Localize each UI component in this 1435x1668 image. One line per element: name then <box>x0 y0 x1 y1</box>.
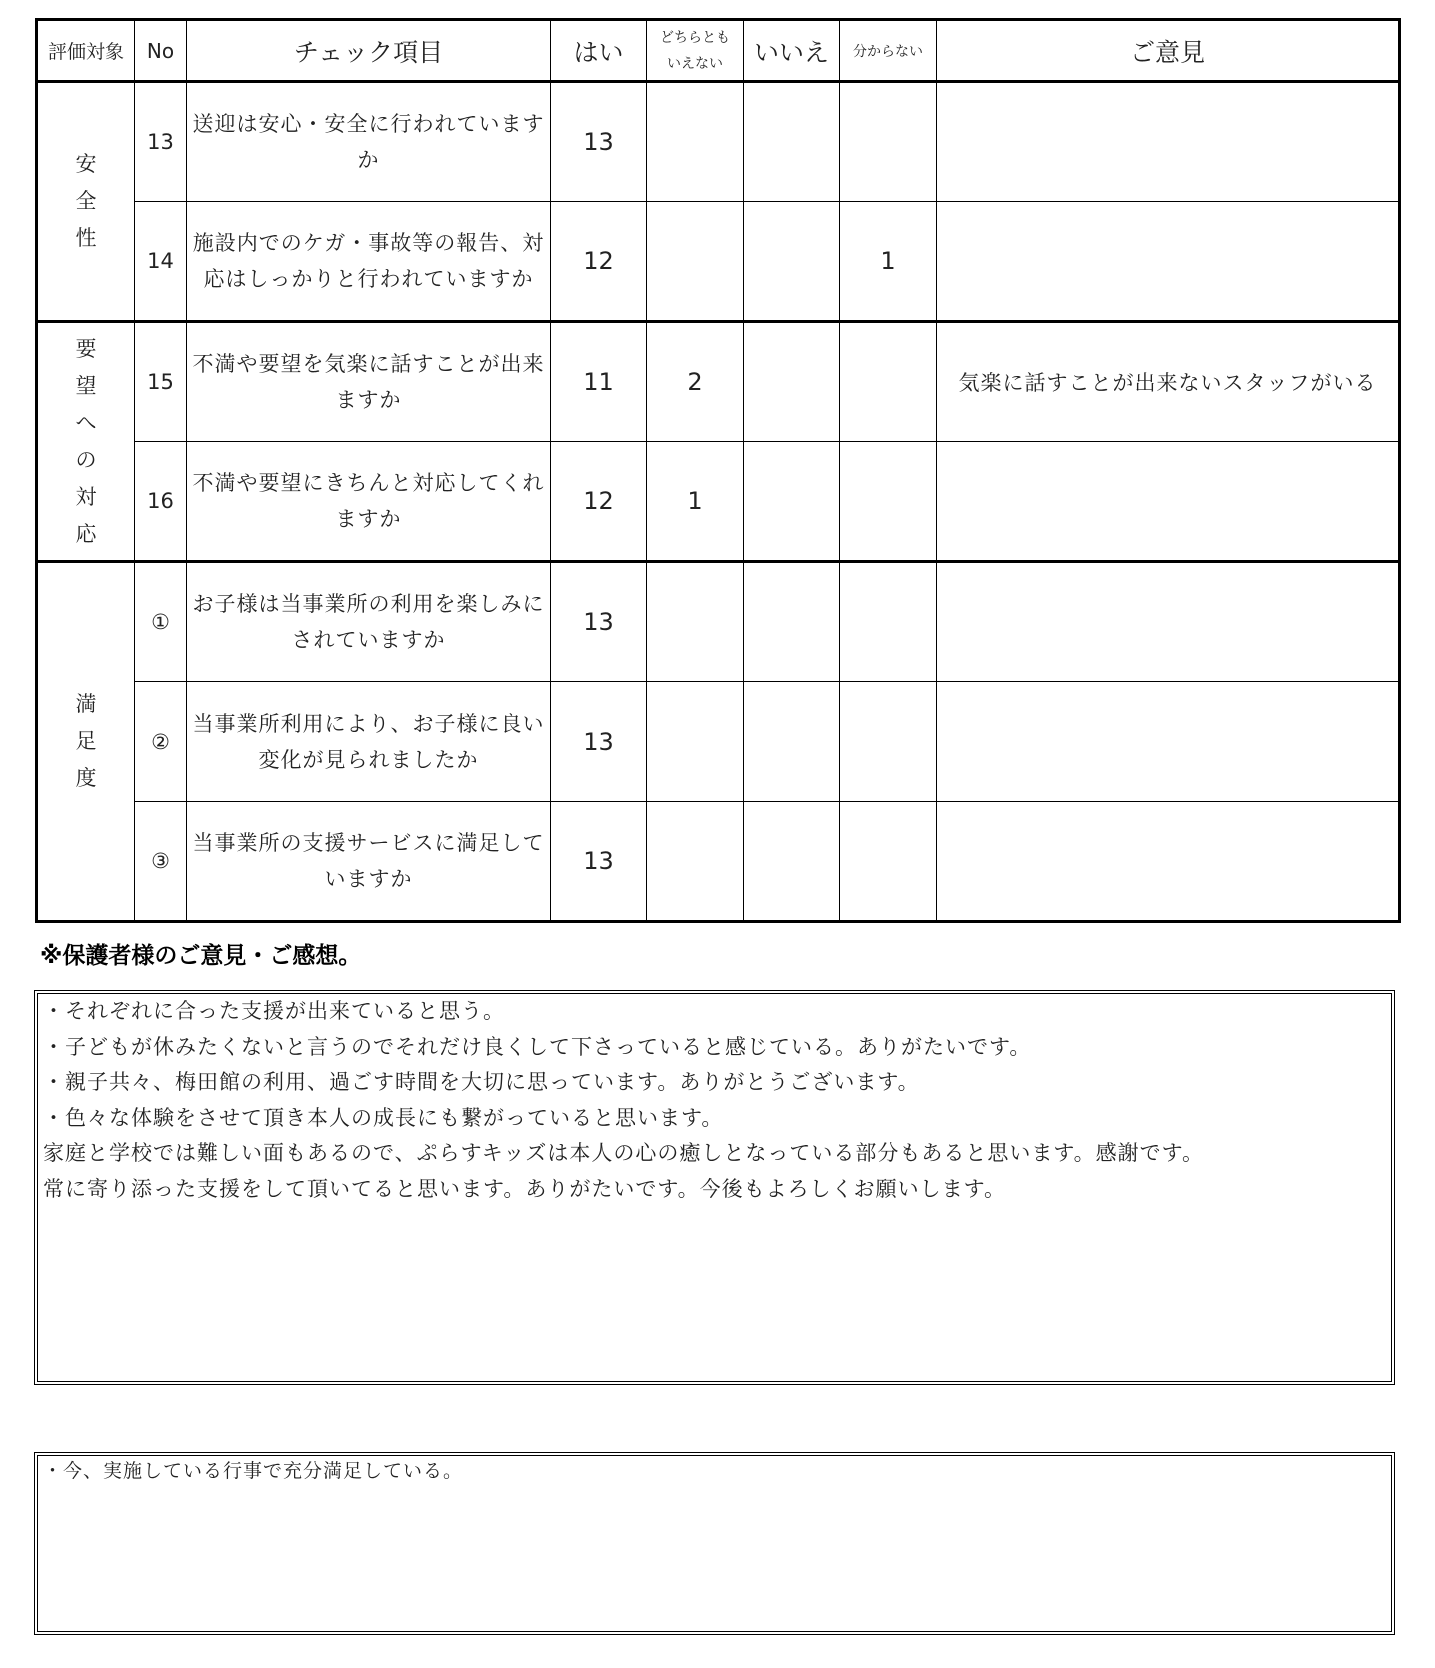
no-count <box>744 442 840 562</box>
neither-count: 2 <box>647 322 744 442</box>
neither-count <box>647 82 744 202</box>
neither-count <box>647 202 744 322</box>
header-neither-line1: どちらとも <box>660 29 730 46</box>
unknown-count <box>840 682 937 802</box>
table-row <box>37 202 1400 322</box>
check-item: 送迎は安心・安全に行われています か <box>187 82 551 202</box>
comment-line: ・色々な体験をさせて頂き本人の成長にも繋がっていると思います。 <box>43 1105 724 1130</box>
opinion-cell <box>937 802 1400 922</box>
comments-box-2 <box>34 1452 1395 1635</box>
category-requests: 要 望 へ の 対 応 <box>37 322 135 562</box>
yes-count: 11 <box>551 322 647 442</box>
row-no: ② <box>135 682 187 802</box>
row-no: 15 <box>135 322 187 442</box>
check-item: 当事業所の支援サービスに満足して いますか <box>187 802 551 922</box>
header-neither <box>647 20 744 82</box>
comment-line: 常に寄り添った支援をして頂いてると思います。ありがたいです。今後もよろしくお願いします。 <box>43 1176 1006 1201</box>
yes-count: 12 <box>551 442 647 562</box>
neither-count <box>647 802 744 922</box>
check-item: 不満や要望を気楽に話すことが出来 ますか <box>187 322 551 442</box>
opinion-cell <box>937 202 1400 322</box>
no-count <box>744 322 840 442</box>
unknown-count <box>840 322 937 442</box>
no-count <box>744 82 840 202</box>
unknown-count <box>840 442 937 562</box>
table-row <box>37 322 1400 442</box>
comment-line: ・それぞれに合った支援が出来ていると思う。 <box>43 999 505 1023</box>
opinion-cell <box>937 562 1400 682</box>
category-safety: 安 全 性 <box>37 82 135 322</box>
row-no: 16 <box>135 442 187 562</box>
table-row <box>37 802 1400 922</box>
row-no: ① <box>135 562 187 682</box>
header-check-item: チェック項目 <box>187 20 551 82</box>
comment-line: ・親子共々、梅田館の利用、過ごす時間を大切に思っています。ありがとうございます。 <box>43 1070 920 1094</box>
unknown-count <box>840 562 937 682</box>
check-item: 当事業所利用により、お子様に良い 変化が見られましたか <box>187 682 551 802</box>
row-no: 13 <box>135 82 187 202</box>
table-row <box>37 442 1400 562</box>
yes-count: 13 <box>551 562 647 682</box>
no-count <box>744 682 840 802</box>
header-unknown: 分からない <box>840 20 937 82</box>
opinion-cell <box>937 682 1400 802</box>
yes-count: 13 <box>551 82 647 202</box>
table-row <box>37 682 1400 802</box>
yes-count: 12 <box>551 202 647 322</box>
check-item: 施設内でのケガ・事故等の報告、対 応はしっかりと行われていますか <box>187 202 551 322</box>
row-no: 14 <box>135 202 187 322</box>
table-row <box>37 82 1400 202</box>
yes-count: 13 <box>551 682 647 802</box>
neither-count <box>647 682 744 802</box>
category-satisfaction: 満 足 度 <box>37 562 135 922</box>
unknown-count: 1 <box>840 202 937 322</box>
comment-line: ・子どもが休みたくないと言うのでそれだけ良くして下さっていると感じている。ありがたいです。 <box>43 1034 1032 1059</box>
comment-line: ・今、実施している行事で充分満足している。 <box>43 1460 464 1482</box>
survey-table <box>35 18 1401 923</box>
opinion-cell <box>937 442 1400 562</box>
header-no-answer: いいえ <box>744 20 840 82</box>
no-count <box>744 802 840 922</box>
opinion-cell: 気楽に話すことが出来ないスタッフがいる <box>937 322 1400 442</box>
header-opinion: ご意見 <box>937 20 1400 82</box>
no-count <box>744 562 840 682</box>
comments-box <box>34 990 1395 1385</box>
comment-line: 家庭と学校では難しい面もあるので、ぷらすキッズは本人の心の癒しとなっている部分もあると思います。感謝です。 <box>43 1141 1204 1165</box>
check-item: お子様は当事業所の利用を楽しみに されていますか <box>187 562 551 682</box>
neither-count <box>647 562 744 682</box>
yes-count: 13 <box>551 802 647 922</box>
unknown-count <box>840 802 937 922</box>
no-count <box>744 202 840 322</box>
header-yes: はい <box>551 20 647 82</box>
row-no: ③ <box>135 802 187 922</box>
header-no: No <box>135 20 187 82</box>
check-item: 不満や要望にきちんと対応してくれ ますか <box>187 442 551 562</box>
unknown-count <box>840 82 937 202</box>
header-target: 評価対象 <box>37 20 135 82</box>
comments-title: ※保護者様のご意見・ご感想。 <box>40 943 362 969</box>
table-row <box>37 562 1400 682</box>
opinion-cell <box>937 82 1400 202</box>
neither-count: 1 <box>647 442 744 562</box>
header-neither-line2: いえない <box>667 55 723 72</box>
header-row <box>37 20 1400 82</box>
